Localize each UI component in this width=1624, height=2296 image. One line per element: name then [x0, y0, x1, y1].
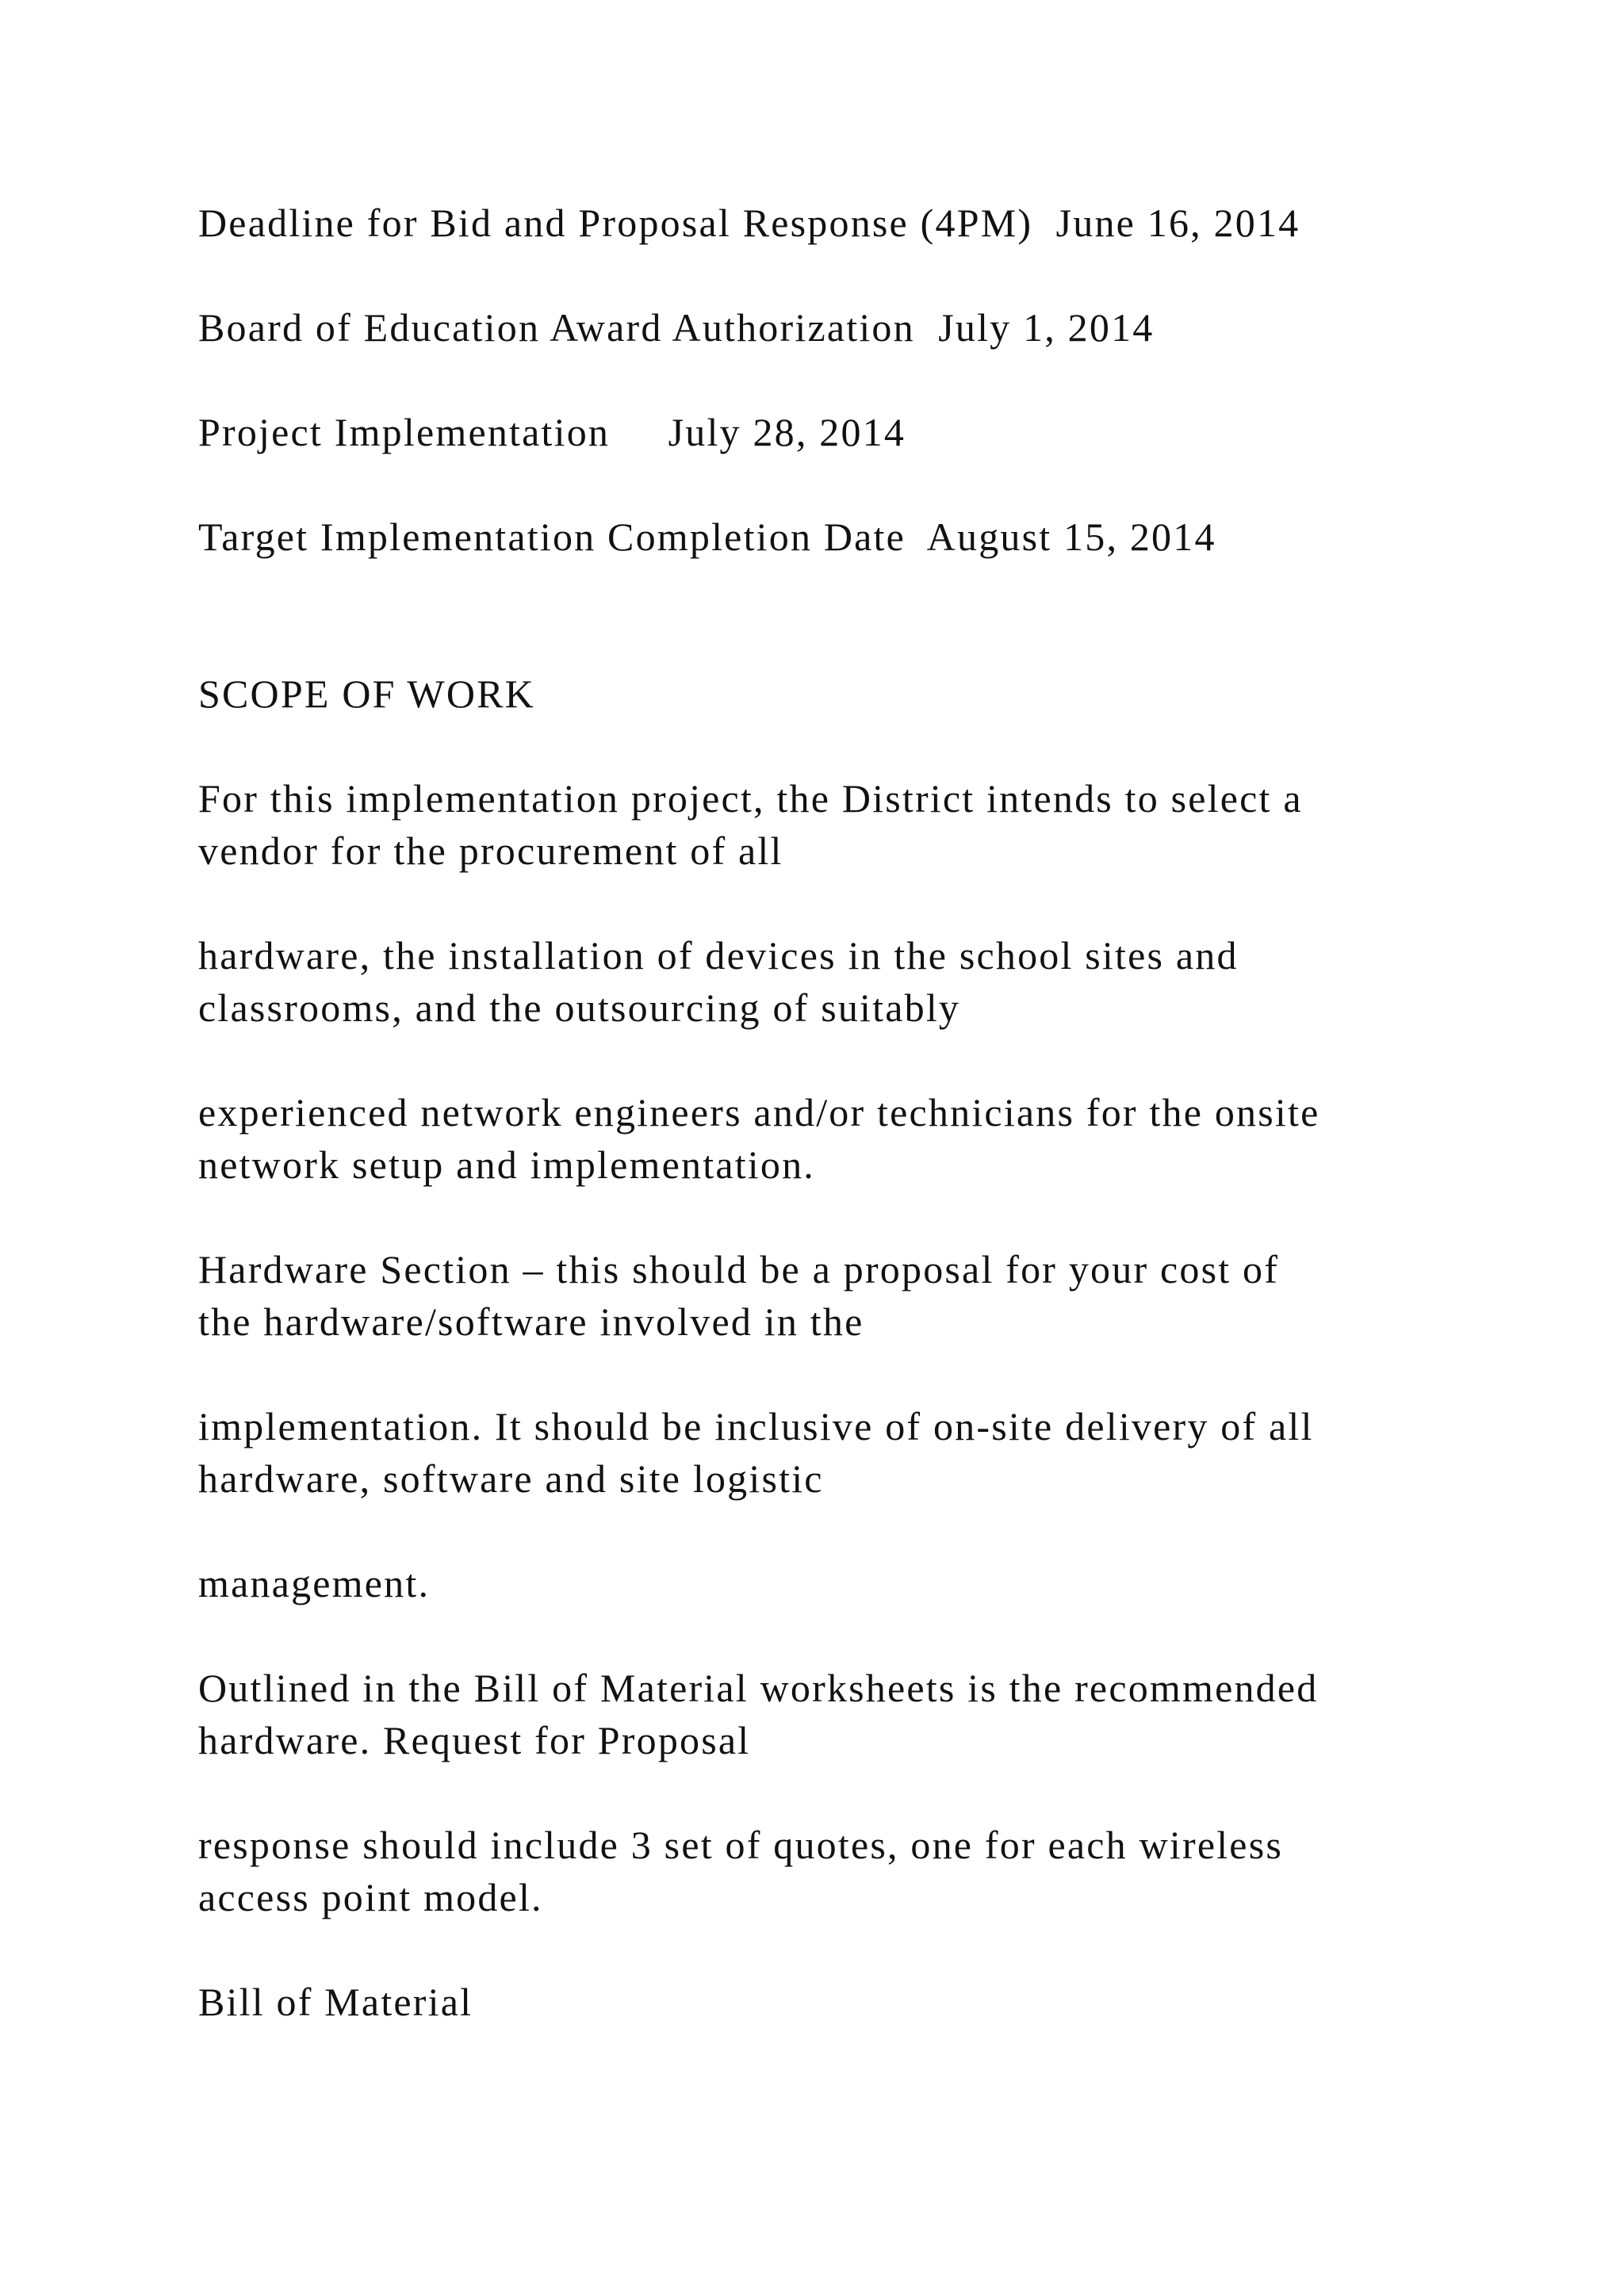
- schedule-line-completion-date: Target Implementation Completion Date August 15, 2014: [198, 515, 1216, 559]
- scope-heading: SCOPE OF WORK: [198, 672, 535, 716]
- scope-paragraph-line: Outlined in the Bill of Material worksheets is the recommended: [198, 1666, 1319, 1710]
- scope-paragraph-line: network setup and implementation.: [198, 1142, 815, 1187]
- schedule-line-project-implementation: Project Implementation July 28, 2014: [198, 410, 906, 454]
- schedule-line-award-authorization: Board of Education Award Authorization July 1, 2014: [198, 305, 1155, 350]
- scope-paragraph-line: hardware, software and site logistic: [198, 1456, 824, 1501]
- scope-paragraph-line: response should include 3 set of quotes, one for each wireless: [198, 1823, 1284, 1867]
- scope-paragraph-line: hardware. Request for Proposal: [198, 1718, 751, 1762]
- scope-paragraph-line: management.: [198, 1561, 431, 1605]
- scope-paragraph-line: experienced network engineers and/or technicians for the onsite: [198, 1090, 1320, 1135]
- scope-paragraph-line: the hardware/software involved in the: [198, 1299, 864, 1344]
- bill-of-material-heading: Bill of Material: [198, 1980, 473, 2024]
- scope-paragraph-line: hardware, the installation of devices in the school sites and: [198, 933, 1239, 978]
- scope-paragraph-line: access point model.: [198, 1875, 543, 1919]
- scope-paragraph-line: For this implementation project, the District intends to select a: [198, 776, 1303, 821]
- scope-paragraph-line: vendor for the procurement of all: [198, 828, 783, 873]
- scope-paragraph-line: Hardware Section – this should be a proposal for your cost of: [198, 1247, 1280, 1292]
- scope-paragraph-line: implementation. It should be inclusive of on-site delivery of all: [198, 1404, 1314, 1448]
- schedule-line-bid-deadline: Deadline for Bid and Proposal Response (4PM) June 16, 2014: [198, 201, 1300, 245]
- scope-paragraph-line: classrooms, and the outsourcing of suitably: [198, 985, 961, 1030]
